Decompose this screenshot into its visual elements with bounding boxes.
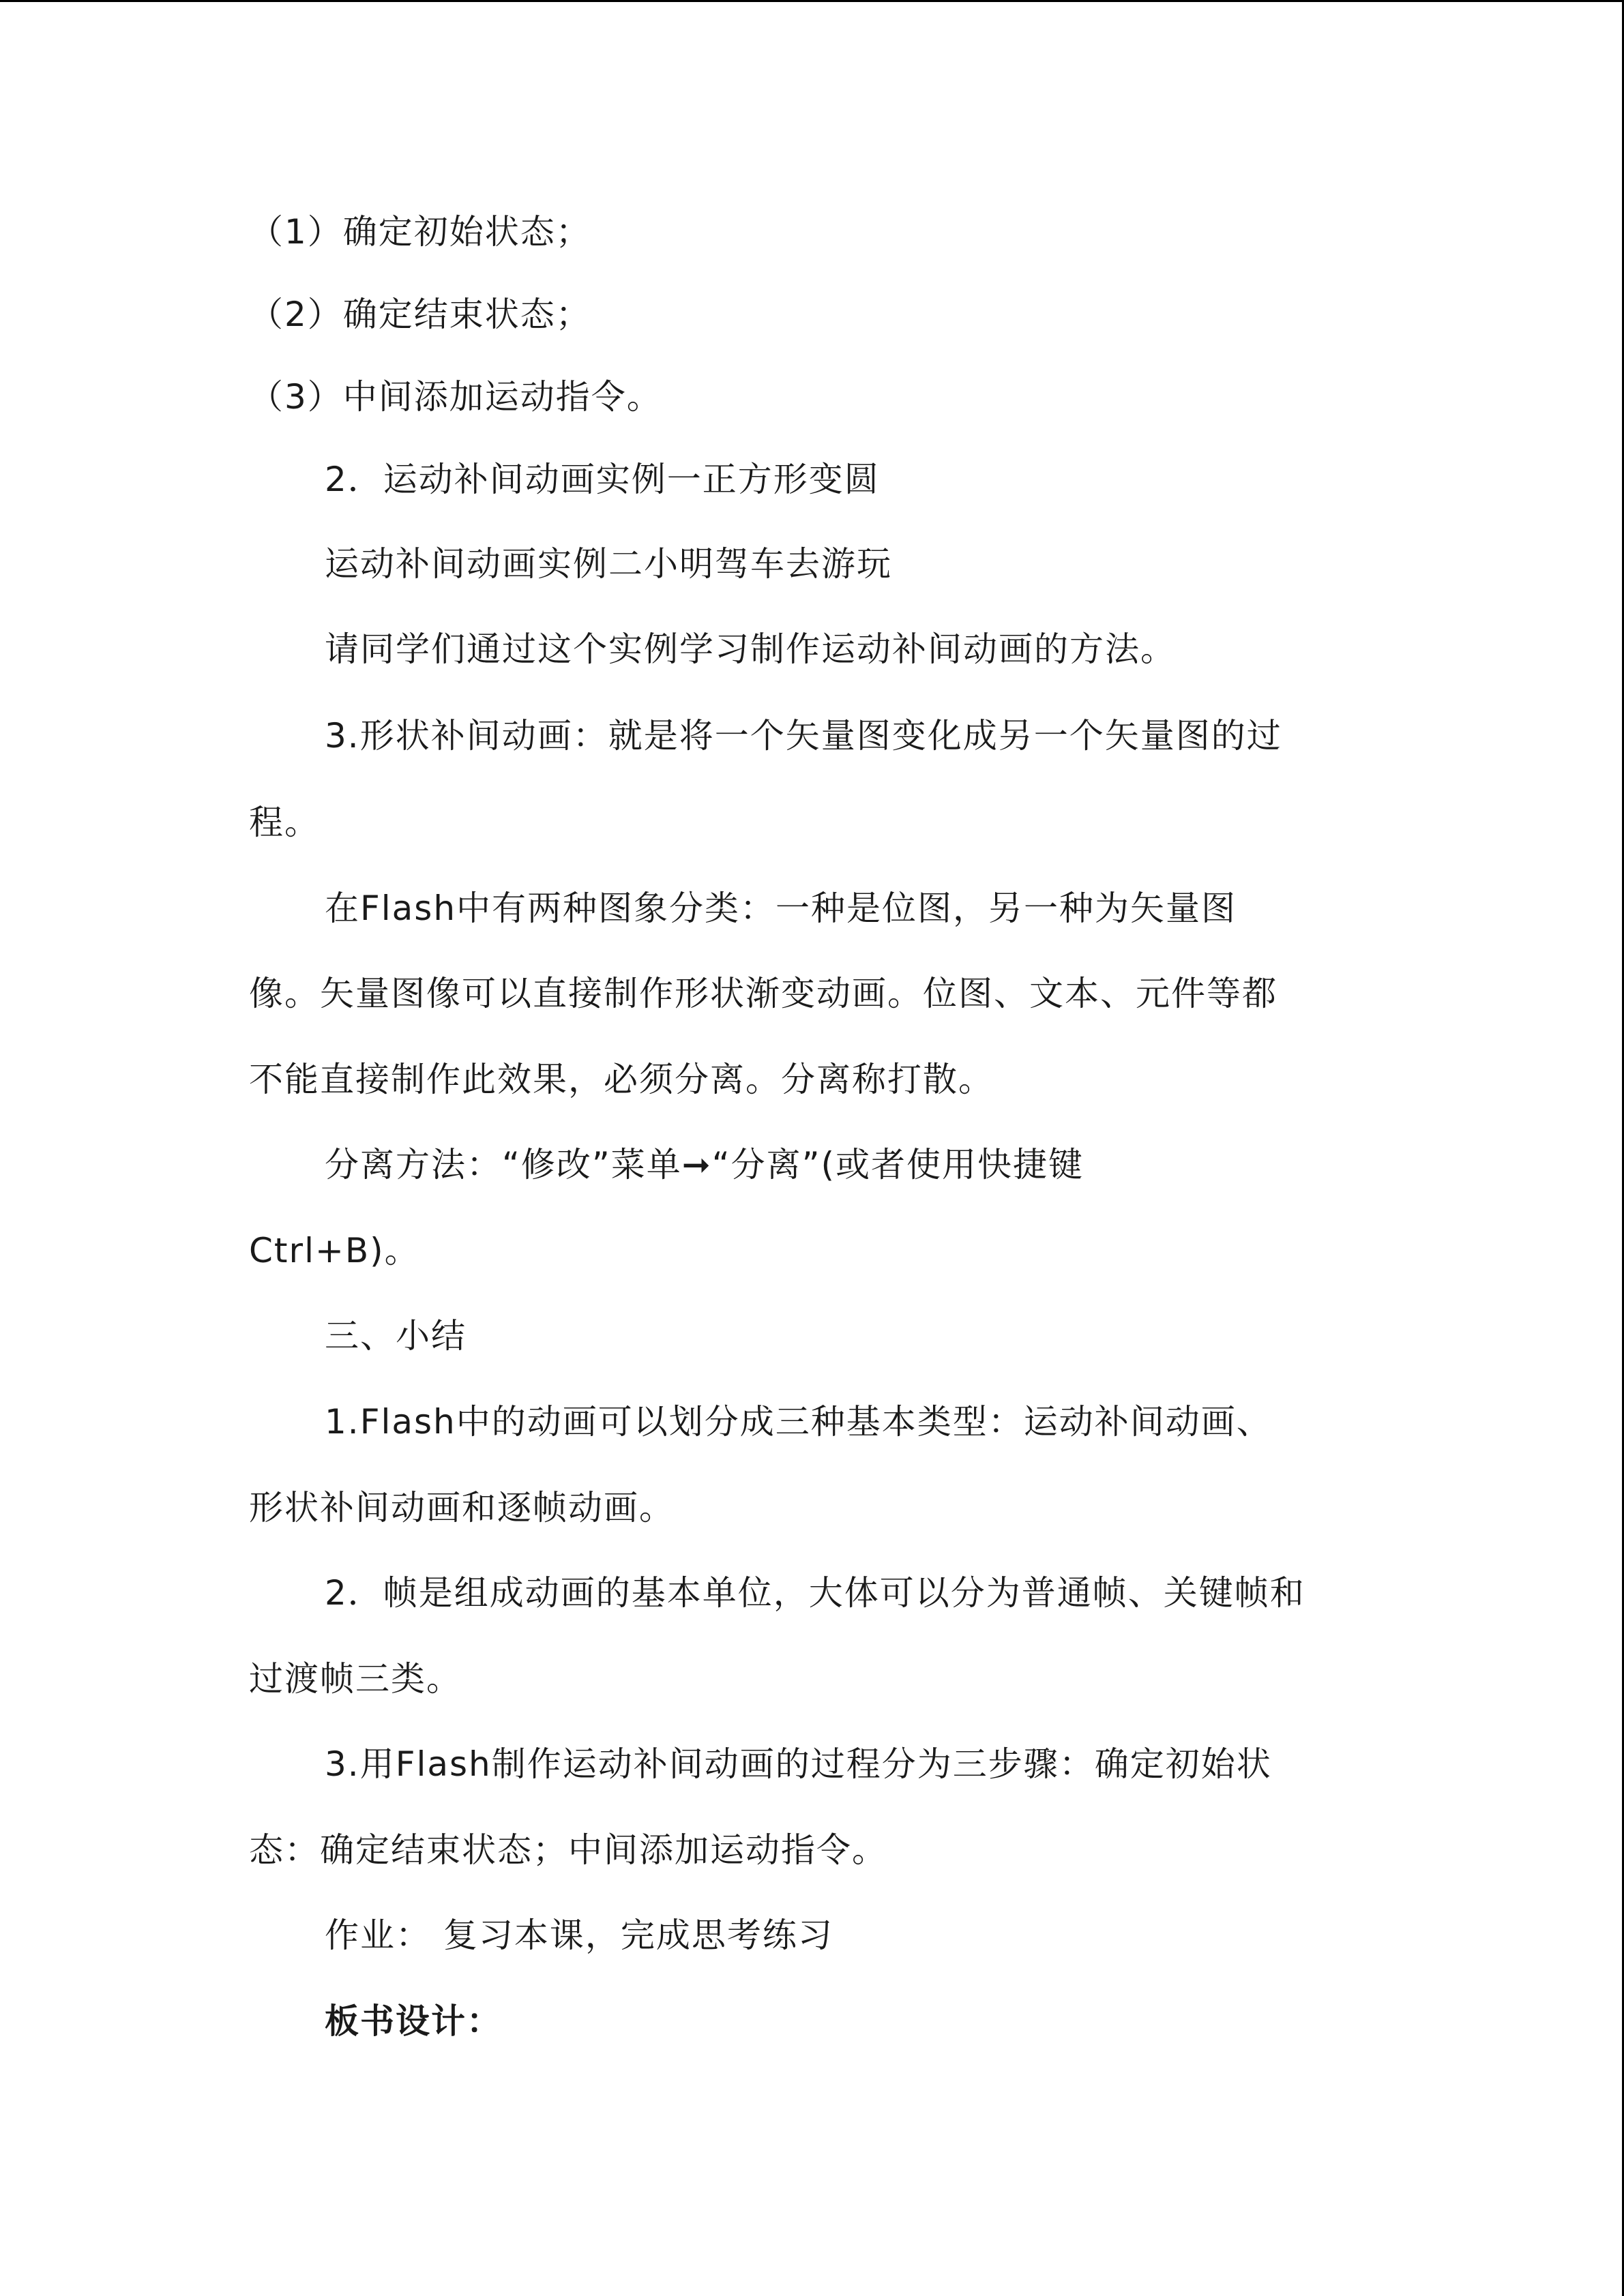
paragraph-line: 2．运动补间动画实例一正方形变圆 <box>325 460 880 499</box>
paragraph-line: 程。 <box>249 803 320 842</box>
paragraph-line: 请同学们通过这个实例学习制作运动补间动画的方法。 <box>325 629 1176 669</box>
board-design-heading: 板书设计： <box>325 2001 502 2041</box>
paragraph-line: 3.形状补间动画：就是将一个矢量图变化成另一个矢量图的过 <box>325 716 1282 756</box>
paragraph-line: 像。矢量图像可以直接制作形状渐变动画。位图、文本、元件等都 <box>249 974 1278 1013</box>
paragraph-line: 3.用Flash制作运动补间动画的过程分为三步骤：确定初始状 <box>325 1744 1272 1784</box>
paragraph-line: 形状补间动画和逐帧动画。 <box>249 1488 675 1527</box>
paragraph-line: 在Flash中有两种图象分类：一种是位图，另一种为矢量图 <box>325 889 1237 928</box>
list-item: （3）中间添加运动指令。 <box>249 377 662 417</box>
paragraph-line: 2．帧是组成动画的基本单位，大体可以分为普通帧、关键帧和 <box>325 1573 1305 1613</box>
paragraph-line: 1.Flash中的动画可以划分成三种基本类型：运动补间动画、 <box>325 1402 1272 1442</box>
list-item: （2）确定结束状态； <box>249 295 591 334</box>
paragraph-line: 运动补间动画实例二小明驾车去游玩 <box>325 544 892 584</box>
paragraph-line: 过渡帧三类。 <box>249 1659 462 1699</box>
list-item: （1）确定初始状态； <box>249 212 591 252</box>
paragraph-line: 态：确定结束状态；中间添加运动指令。 <box>249 1830 887 1870</box>
paragraph-line: 分离方法：“修改”菜单➞“分离”(或者使用快捷键 <box>325 1145 1084 1184</box>
top-border-line <box>0 0 1624 2</box>
paragraph-line: 不能直接制作此效果，必须分离。分离称打散。 <box>249 1060 994 1099</box>
homework-line: 作业： 复习本课，完成思考练习 <box>325 1915 833 1955</box>
paragraph-line: Ctrl+B)。 <box>249 1231 420 1270</box>
section-heading: 三、小结 <box>325 1316 467 1356</box>
